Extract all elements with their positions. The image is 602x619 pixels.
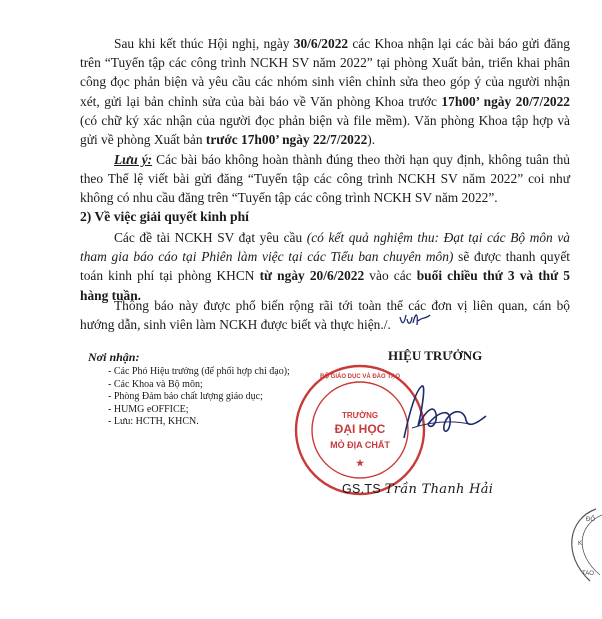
page-edge-stamp-icon: [556, 505, 602, 585]
svg-text:ĐẠI HỌC: ĐẠI HỌC: [334, 422, 386, 436]
svg-text:BỘ GIÁO DỤC VÀ ĐÀO TẠO: BỘ GIÁO DỤC VÀ ĐÀO TẠO: [319, 374, 401, 380]
paragraph-note: [80, 150, 570, 208]
section-heading-funding: 2) Về việc giải quyết kinh phí: [80, 209, 249, 224]
recipients-list: [108, 366, 290, 429]
recipient-item: - Lưu: HCTH, KHCN.: [108, 416, 290, 429]
recipients-title: Nơi nhận:: [88, 350, 140, 364]
deadline-bold: 17h00’ ngày 20/7/2022: [441, 93, 570, 109]
svg-text:TAO: TAO: [582, 571, 594, 577]
note-label: Lưu ý:: [114, 152, 153, 167]
text: sẽ được thanh quyết toán kinh phí tại phòng KHCN: [80, 249, 570, 284]
recipient-item: - Các Phó Hiệu trưởng (để phối hợp chỉ đạo);: [108, 366, 290, 379]
signer-title: HIỆU TRƯỞNG: [388, 348, 483, 363]
svg-text:ĐỐ: ĐỐ: [586, 517, 595, 523]
recipient-item: - Các Khoa và Bộ môn;: [108, 379, 290, 392]
signer-degree: GS.TS: [342, 482, 385, 496]
paragraph-dissemination: Thông báo này được phổ biến rộng rãi tới toàn thể các đơn vị liên quan, cán bộ hướng dẫn, sinh viên làm NCKH được biết và thực hiện./.: [80, 298, 570, 333]
text: các Khoa nhận lại các bài báo gửi đăng trên “Tuyển tập các công trình NCKH SV năm 2022” tại phòng Xuất bản, triển khai phân công đọc phản biện và yêu cầu các nhóm sinh viên chỉnh sửa theo góp ý của người nhận xét, gửi lại bản chỉnh sửa của bài báo về Văn phòng Khoa trước: [80, 36, 570, 109]
svg-text:K: K: [578, 541, 583, 547]
text-italic: (có kết quả nghiệm thu: Đạt tại các Bộ môn và tham gia báo cáo tại Phiên làm việc tại các Tiểu ban chuyên môn): [80, 230, 570, 265]
handwritten-signature-icon: [400, 380, 490, 450]
svg-text:★: ★: [355, 458, 365, 468]
text: Các đề tài NCKH SV đạt yêu cầu: [114, 230, 307, 245]
date-bold: từ ngày 20/6/2022: [259, 268, 365, 284]
paragraph-conference-deadlines: [80, 34, 570, 149]
text: ).: [367, 132, 376, 148]
signer-full-name: Trần Thanh Hải: [384, 482, 494, 497]
note-text: Các bài báo không hoàn thành đúng theo thời hạn quy định, không tuân thủ theo Thể lệ viết bài gửi đăng “Tuyển tập các công trình NCKH SV năm 2022” coi như không có nhu cầu đăng trên “Tuyển tập các công trình NCKH SV năm 2022”.: [80, 152, 570, 206]
signer-name: [342, 482, 493, 497]
svg-text:TRƯỜNG: TRƯỜNG: [341, 411, 379, 420]
svg-text:MỎ ĐỊA CHẤT: MỎ ĐỊA CHẤT: [330, 440, 390, 450]
initials-signature-icon: [398, 309, 432, 331]
recipient-item: - Phòng Đảm bảo chất lượng giáo dục;: [108, 391, 290, 404]
text: Sau khi kết thúc Hội nghị, ngày: [114, 36, 294, 51]
recipient-item: - HUMG eOFFICE;: [108, 404, 290, 417]
schedule-bold: buổi chiều thứ 3 và thứ 5 hàng tuần.: [80, 268, 570, 303]
text: vào các: [364, 268, 417, 284]
text: (có chữ ký xác nhận của người đọc phản biện và file mềm). Văn phòng Khoa tập hợp và gửi về phòng Xuất bản: [80, 112, 570, 148]
deadline-bold: trước 17h00’ ngày 22/7/2022: [205, 132, 368, 148]
paragraph-funding: [80, 228, 570, 305]
date-bold: 30/6/2022: [293, 36, 349, 51]
